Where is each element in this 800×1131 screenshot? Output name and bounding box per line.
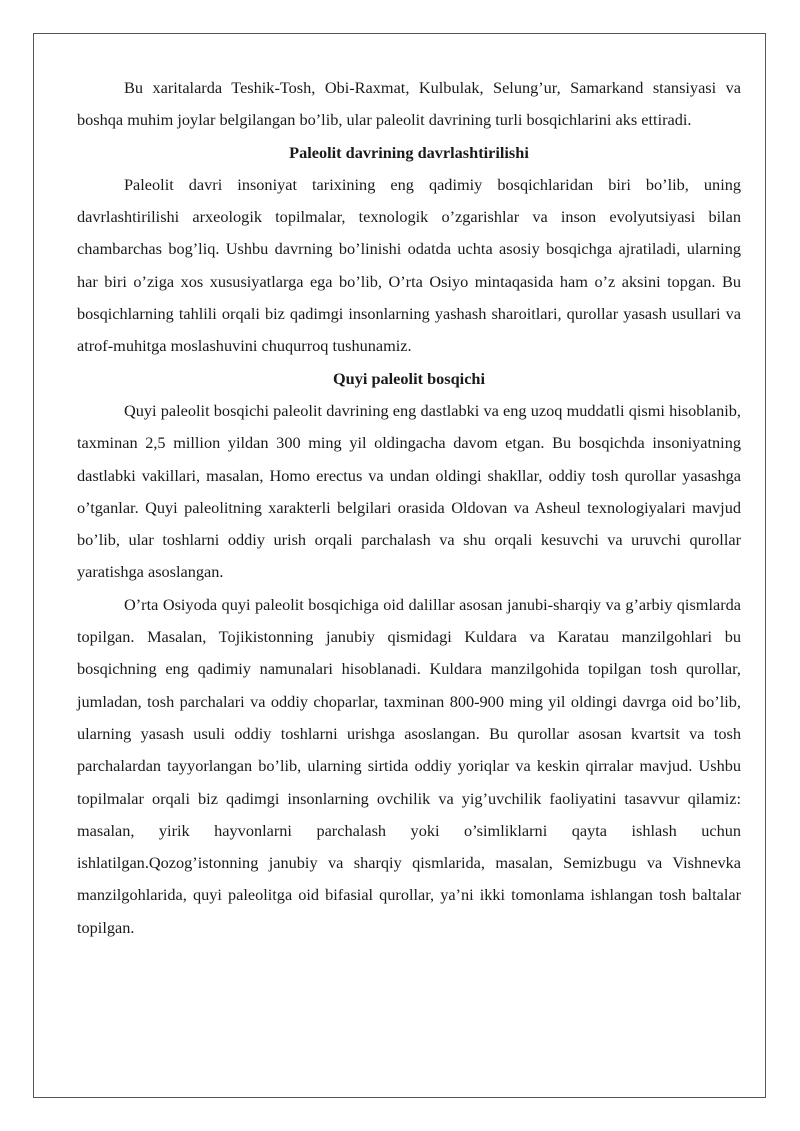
paragraph-central-asia: O’rta Osiyoda quyi paleolit bosqichiga oid dalillar asosan janubi-sharqiy va g’arbiy qismlarda topilgan. Masalan, Tojikistonning janubiy qismidagi Kuldara va Karatau manzilgohlari bu bosqichning eng qadimiy namunalari hisoblanadi. Kuldara manzilgohida topilgan tosh qurollar, jumladan, tosh parchalari va oddiy choparlar, taxminan 800-900 ming yil oldingi davrga oid bo’lib, ularning yasash usuli oddiy toshlarni urishga asoslangan. Bu qurollar asosan kvartsit va tosh parchalardan tayyorlangan bo’lib, ularning sirtida oddiy yoriqlar va keskin qirralar mavjud. Ushbu topilmalar orqali biz qadimgi insonlarning ovchilik va yig’uvchilik faoliyatini tasavvur qilamiz: masalan, yirik hayvonlarni parchalash yoki o’simliklarni qayta ishlash uchun ishlatilgan.Qozog’istonning janubiy va sharqiy qismlarida, masalan, Semizbugu va Vishnevka manzilgohlarida, quyi paleolitga oid bifasial qurollar, ya’ni ikki tomonlama ishlangan tosh baltalar topilgan. bbox=[77, 594, 741, 937]
heading-paleolithic-periodization: Paleolit davrining davrlashtirilishi bbox=[289, 142, 529, 162]
paragraph-lower-paleolithic: Quyi paleolit bosqichi paleolit davrining eng dastlabki va eng uzoq muddatli qismi hisoblanib, taxminan 2,5 million yildan 300 ming yil oldingacha davom etgan. Bu bosqichda insoniyatning dastlabki vakillari, masalan, Homo erectus va undan oldingi shakllar, oddiy tosh qurollar yasashga o’tganlar. Quyi paleolitning xarakterli belgilari orasida Oldovan va Asheul texnologiyalari mavjud bo’lib, ular toshlarni oddiy urish orqali parchalash va shu orqali kesuvchi va uruvchi qurollar yaratishga asoslangan. bbox=[77, 400, 741, 582]
heading-lower-paleolithic: Quyi paleolit bosqichi bbox=[333, 368, 485, 388]
paragraph-periodization: Paleolit davri insoniyat tarixining eng qadimiy bosqichlaridan biri bo’lib, uning davrlashtirilishi arxeologik topilmalar, texnologik o’zgarishlar va inson evolyutsiyasi bilan chambarchas bog’liq. Ushbu davrning bo’linishi odatda uchta asosiy bosqichga ajratiladi, ularning har biri o’ziga xos xususiyatlarga ega bo’lib, O’rta Osiyo mintaqasida ham o’z aksini topgan. Bu bosqichlarning tahlili orqali biz qadimgi insonlarning yashash sharoitlari, qurollar yasash usullari va atrof-muhitga moslashuvini chuqurroq tushunamiz. bbox=[77, 174, 741, 356]
document-body bbox=[77, 72, 741, 944]
paragraph-maps-intro: Bu xaritalarda Teshik-Tosh, Obi-Raxmat, Kulbulak, Selung’ur, Samarkand stansiyasi va boshqa muhim joylar belgilangan bo’lib, ular paleolit davrining turli bosqichlarini aks ettiradi. bbox=[77, 78, 741, 130]
